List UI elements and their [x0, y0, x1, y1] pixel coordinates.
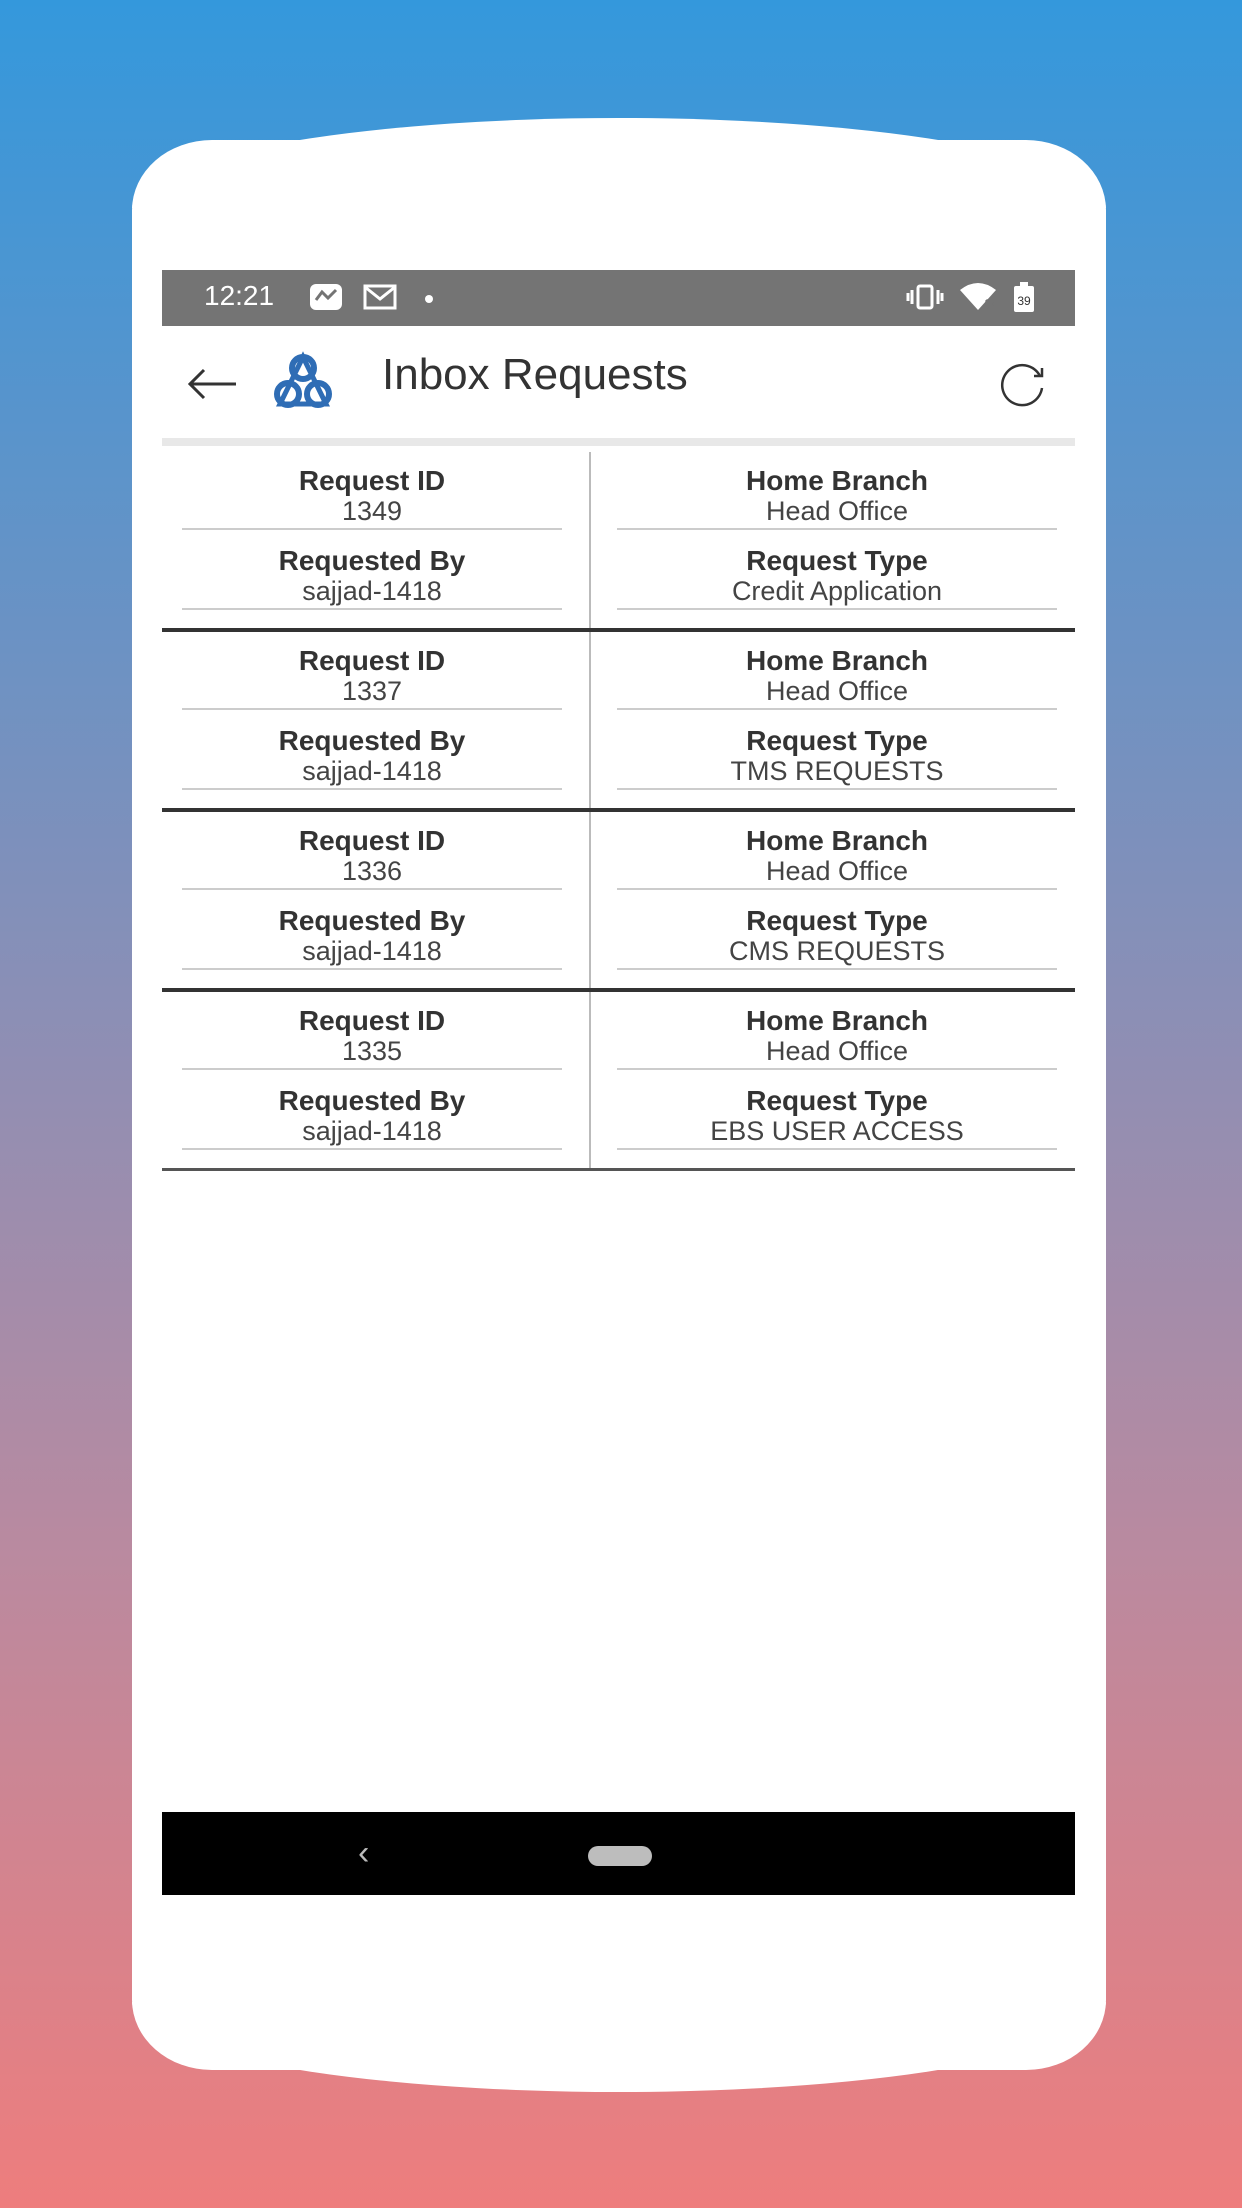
divider	[617, 608, 1057, 610]
request-id-cell	[182, 826, 562, 890]
system-nav-bar	[162, 1812, 1075, 1895]
request-id-cell	[182, 1006, 562, 1070]
request-type-label: Request Type	[746, 1085, 928, 1116]
request-type-value: EBS USER ACCESS	[710, 1116, 964, 1146]
home-branch-value: Head Office	[765, 496, 909, 526]
app-bar	[162, 326, 1075, 446]
nav-home-pill[interactable]	[588, 1846, 652, 1866]
refresh-icon[interactable]	[994, 356, 1050, 412]
status-time: 12:21	[204, 280, 275, 311]
divider	[589, 812, 591, 988]
divider	[617, 1148, 1057, 1150]
request-id-label: Request ID	[298, 825, 446, 856]
wifi-icon	[958, 282, 998, 312]
home-branch-label: Home Branch	[745, 645, 929, 676]
request-type-value: CMS REQUESTS	[728, 936, 946, 966]
requested-by-value: sajjad-1418	[302, 1116, 442, 1146]
divider	[182, 788, 562, 790]
request-card[interactable]	[162, 812, 1075, 992]
requested-by-cell	[182, 906, 562, 970]
messenger-notification-icon	[308, 282, 344, 312]
requested-by-value: sajjad-1418	[302, 756, 442, 786]
divider	[182, 608, 562, 610]
request-type-cell	[617, 546, 1057, 610]
divider	[617, 888, 1057, 890]
request-id-label: Request ID	[298, 645, 446, 676]
requested-by-cell	[182, 1086, 562, 1150]
home-branch-cell	[617, 646, 1057, 710]
request-type-cell	[617, 1086, 1057, 1150]
request-id-value: 1336	[341, 856, 403, 886]
request-type-cell	[617, 726, 1057, 790]
home-branch-label: Home Branch	[745, 1005, 929, 1036]
divider	[182, 888, 562, 890]
home-branch-value: Head Office	[765, 676, 909, 706]
divider	[617, 708, 1057, 710]
requested-by-label: Requested By	[278, 725, 466, 756]
request-id-value: 1335	[341, 1036, 403, 1066]
nav-back-icon[interactable]: ‹	[358, 1834, 370, 1872]
request-id-cell	[182, 646, 562, 710]
divider	[182, 1068, 562, 1070]
home-branch-value: Head Office	[765, 856, 909, 886]
more-notifications-dot-icon	[424, 294, 434, 304]
request-card[interactable]	[162, 452, 1075, 632]
bank-logo-icon	[270, 348, 336, 414]
requested-by-cell	[182, 726, 562, 790]
divider	[617, 788, 1057, 790]
home-branch-cell	[617, 826, 1057, 890]
divider	[589, 452, 591, 628]
request-id-value: 1349	[341, 496, 403, 526]
request-card[interactable]	[162, 632, 1075, 812]
request-type-value: TMS REQUESTS	[730, 756, 944, 786]
requested-by-cell	[182, 546, 562, 610]
request-id-cell	[182, 466, 562, 530]
requested-by-value: sajjad-1418	[302, 576, 442, 606]
divider	[617, 1068, 1057, 1070]
request-type-label: Request Type	[746, 545, 928, 576]
request-type-value: Credit Application	[731, 576, 943, 606]
home-branch-label: Home Branch	[745, 825, 929, 856]
home-branch-cell	[617, 466, 1057, 530]
svg-text:39: 39	[1017, 294, 1031, 308]
requested-by-label: Requested By	[278, 1085, 466, 1116]
request-card[interactable]	[162, 992, 1075, 1171]
request-id-label: Request ID	[298, 1005, 446, 1036]
status-bar	[162, 270, 1075, 326]
back-arrow-icon[interactable]	[182, 354, 242, 414]
divider	[617, 968, 1057, 970]
requested-by-label: Requested By	[278, 905, 466, 936]
requested-by-label: Requested By	[278, 545, 466, 576]
home-branch-cell	[617, 1006, 1057, 1070]
page-title: Inbox Requests	[382, 350, 688, 399]
divider	[617, 528, 1057, 530]
request-list	[162, 452, 1075, 1171]
vibrate-icon	[906, 282, 944, 312]
divider	[589, 632, 591, 808]
divider	[182, 528, 562, 530]
divider	[182, 1148, 562, 1150]
requested-by-value: sajjad-1418	[302, 936, 442, 966]
divider	[182, 968, 562, 970]
battery-icon	[1012, 282, 1036, 314]
request-id-value: 1337	[341, 676, 403, 706]
divider	[182, 708, 562, 710]
request-type-label: Request Type	[746, 725, 928, 756]
request-type-cell	[617, 906, 1057, 970]
gmail-notification-icon	[362, 282, 398, 312]
request-type-label: Request Type	[746, 905, 928, 936]
request-id-label: Request ID	[298, 465, 446, 496]
divider	[589, 992, 591, 1168]
home-branch-label: Home Branch	[745, 465, 929, 496]
app-screen	[162, 270, 1075, 1895]
home-branch-value: Head Office	[765, 1036, 909, 1066]
